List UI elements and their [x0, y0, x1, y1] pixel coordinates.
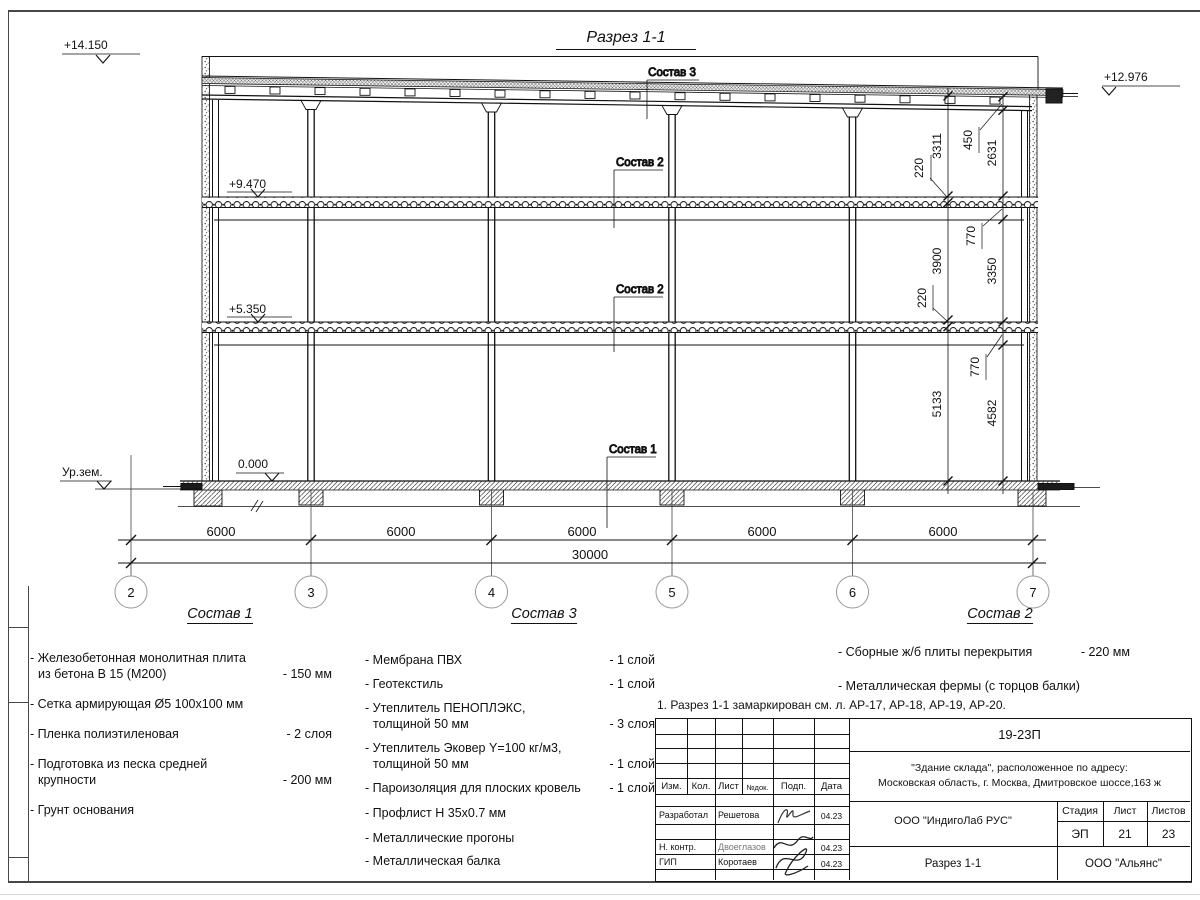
section-title: Разрез 1-1 [556, 29, 696, 50]
right-wall [1030, 91, 1038, 490]
axis-label-5: 5 [668, 585, 676, 600]
col-izm: Изм. [661, 781, 682, 792]
elevation-ground: Ур.зем. [62, 465, 103, 479]
row-role: Разработал [659, 810, 708, 820]
composition-labels [607, 67, 699, 528]
legend-item: - Железобетонная монолитная плита из бетона В 15 (М200) - 150 мм [30, 651, 332, 681]
col-podp: Подп. [780, 781, 807, 792]
row-name: Решетова [718, 810, 760, 820]
legend-item: - Утеплитель ПЕНОПЛЭКС, толщиной 50 мм - 3 слоя [365, 701, 655, 731]
col-data: Дата [820, 781, 843, 792]
row-date: 04.23 [820, 811, 843, 821]
col-kol: Кол. [691, 781, 711, 792]
column-axis-6 [843, 108, 863, 489]
foundations [178, 489, 1080, 512]
dim-220-upper: 220 [912, 157, 926, 179]
axis-label-2: 2 [127, 585, 135, 600]
legend-item: - Грунт основания [30, 803, 135, 817]
axis-label-7: 7 [1029, 585, 1037, 600]
legend-item: - Пленка полиэтиленовая - 2 слоя [30, 727, 332, 741]
stage-value: ЭП [1071, 827, 1089, 841]
frame-left-divider [8, 857, 28, 858]
project-line2: Московская область, г. Москва, Дмитровское шоссе,163 ж [878, 777, 1161, 789]
company-name: ООО "Альянс" [1085, 858, 1162, 870]
axis-label-4: 4 [487, 585, 496, 600]
dim-3900: 3900 [930, 247, 944, 275]
roof-composition-label: Состав 3 [648, 67, 696, 79]
frame-left-divider [8, 702, 28, 703]
slab1-composition-label: Состав 2 [616, 284, 664, 296]
floor-composition-label: Состав 1 [609, 444, 657, 456]
dim-total: 30000 [571, 547, 609, 562]
signature [774, 803, 814, 829]
legend-item: - Мембрана ПВХ - 1 слой [365, 653, 655, 667]
dim-5133: 5133 [930, 390, 944, 418]
sheet-label: Лист [1113, 805, 1137, 817]
dim-3350: 3350 [985, 257, 999, 285]
legend-sostav3 [365, 652, 655, 869]
dim-770-upper: 770 [964, 225, 978, 247]
legend-sostav3-title: Состав 3 [511, 606, 577, 622]
row-name: Коротаев [718, 857, 757, 867]
slab-level1 [202, 322, 1038, 333]
walls [202, 57, 1037, 491]
dim-span-5: 6000 [928, 524, 958, 539]
legend-item: - Сборные ж/б плиты перекрытия - 220 мм [838, 645, 1130, 659]
window-bottom-line [0, 894, 1200, 895]
legend-item: - Сетка армирующая Ø5 100х100 мм [30, 697, 244, 711]
dim-450: 450 [961, 129, 975, 151]
column-axis-4 [482, 103, 502, 489]
doc-code: 19-23П [998, 727, 1041, 742]
axis-label-3: 3 [307, 585, 315, 600]
elevation-zero: 0.000 [238, 457, 269, 471]
roof-edge-block [1046, 89, 1062, 103]
column-axis-3 [301, 101, 321, 490]
row-role: Н. контр. [659, 842, 697, 852]
sheets-total: 23 [1161, 827, 1176, 841]
column-axis-5 [662, 106, 682, 489]
legend-sostav2 [838, 644, 1130, 694]
frame-left-divider [8, 627, 28, 628]
bottom-dimensions [115, 455, 1049, 608]
elevation-roof-right: +12.976 [1104, 70, 1148, 84]
dim-span-4: 6000 [747, 524, 777, 539]
slab-level2 [202, 197, 1038, 208]
row-date: 04.23 [820, 859, 843, 869]
dim-3311: 3311 [930, 133, 944, 159]
col-list: Лист [718, 781, 739, 792]
elevation-parapet: +14.150 [64, 38, 108, 52]
legend-item: - Пароизоляция для плоских кровель - 1 слой [365, 781, 655, 795]
project-line1: "Здание склада", расположенное по адресу: [911, 762, 1128, 774]
right-dimension-chains [912, 88, 1008, 494]
elevation-level2: +9.470 [229, 177, 267, 191]
dim-2631: 2631 [985, 139, 999, 167]
slab2-composition-label: Состав 2 [616, 157, 664, 169]
sheet-title-cell: Разрез 1-1 [924, 858, 982, 870]
sheet-number: 21 [1118, 827, 1132, 841]
legend-item: - Металлическая фермы (с торцов балки) [838, 679, 1080, 693]
dim-span-1: 6000 [206, 524, 236, 539]
row-date: 04.23 [820, 843, 843, 853]
roof [202, 57, 1078, 111]
legend-item: - Подготовка из песка средней крупности - 200 мм [30, 757, 332, 787]
legend-sostav1-title: Состав 1 [187, 606, 253, 622]
dim-220-lower: 220 [915, 287, 929, 309]
sheet-note: 1. Разрез 1-1 замаркирован см. л. АР-17, АР-18, АР-19, АР-20. [657, 698, 1006, 712]
row-role: ГИП [659, 857, 677, 867]
legend-sostav2-title: Состав 2 [967, 606, 1033, 622]
org-name: ООО "ИндигоЛаб РУС" [894, 815, 1012, 827]
legend-item: - Металлическая балка [365, 854, 501, 868]
dim-770-lower: 770 [968, 356, 982, 378]
dim-span-3: 6000 [567, 524, 597, 539]
axis-label-6: 6 [848, 585, 857, 600]
signature [768, 832, 816, 878]
sheets-label: Листов [1151, 805, 1186, 817]
left-wall [202, 57, 210, 491]
row-name: Двоеглазов [718, 842, 766, 852]
ground-slab [95, 481, 1100, 490]
col-ndok: №док. [746, 783, 769, 792]
floor-slabs [202, 197, 1038, 345]
frame-left-inner [28, 586, 29, 882]
dim-4582: 4582 [985, 399, 999, 427]
legend-item: - Утеплитель Эковер Y=100 кг/м3, толщиной 50 мм - 1 слой [365, 741, 655, 771]
legend-sostav1 [30, 650, 332, 818]
stage-label: Стадия [1062, 805, 1098, 817]
elevation-marks [60, 38, 1180, 489]
elevation-level1: +5.350 [229, 302, 267, 316]
dim-span-2: 6000 [386, 524, 416, 539]
legend-item: - Металлические прогоны [365, 831, 515, 845]
legend-item: - Геотекстиль - 1 слой [365, 677, 655, 691]
axis-bubbles [115, 576, 1049, 608]
title-block [655, 718, 1192, 882]
legend-item: - Профлист Н 35х0.7 мм [365, 806, 506, 820]
